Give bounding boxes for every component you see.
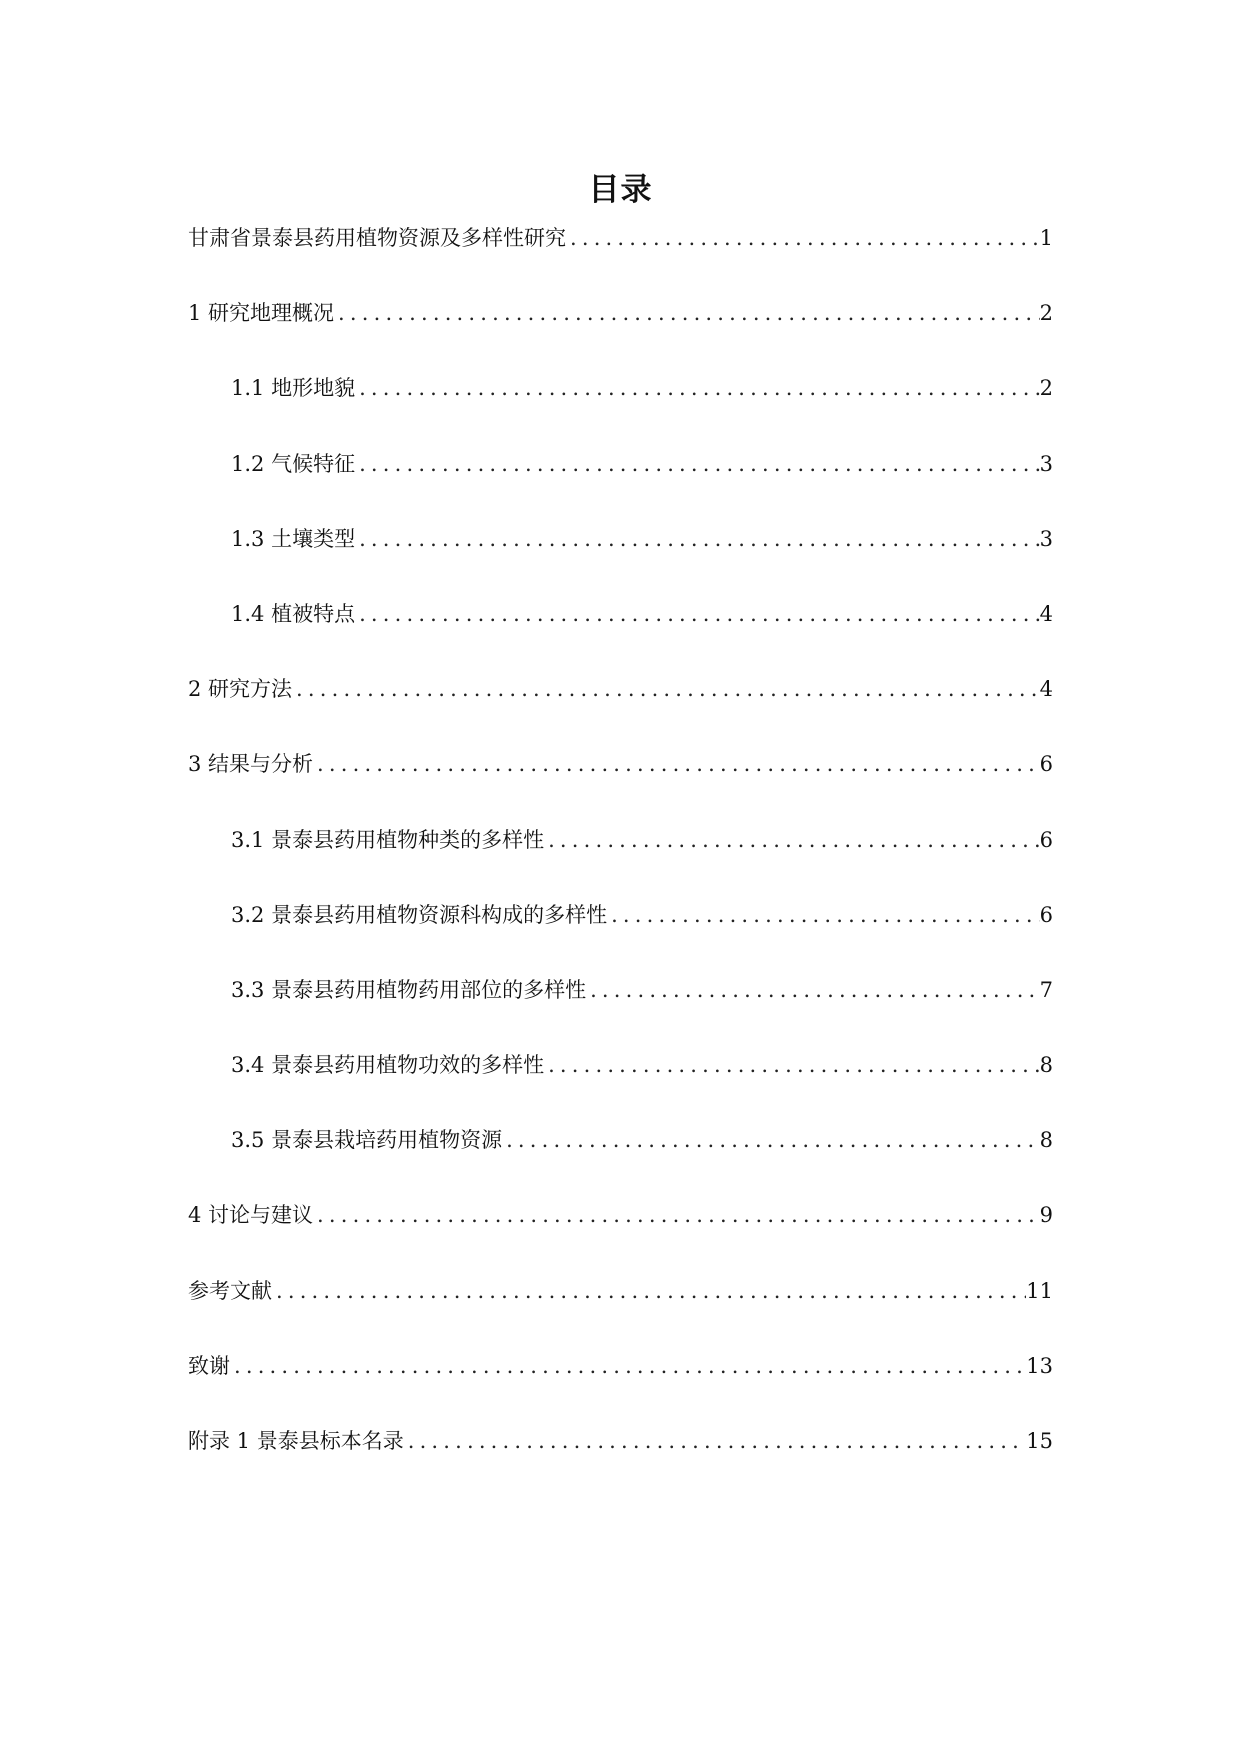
- table-of-contents: [188, 228, 1053, 1506]
- toc-dot-leader: [313, 1205, 1040, 1226]
- toc-entry[interactable]: [188, 303, 1053, 378]
- toc-dot-leader: [272, 1281, 1026, 1302]
- toc-entry-page: 4: [1039, 601, 1053, 626]
- toc-dot-leader: [544, 1055, 1040, 1076]
- toc-entry-page: 6: [1039, 827, 1053, 852]
- toc-dot-leader: [544, 830, 1040, 851]
- toc-entry-page: 7: [1039, 977, 1053, 1002]
- toc-entry-label: 3.1 景泰县药用植物种类的多样性: [231, 827, 545, 852]
- toc-dot-leader: [355, 454, 1040, 475]
- toc-entry-label: 1.3 土壤类型: [231, 526, 356, 551]
- toc-entry-page: 8: [1039, 1128, 1053, 1153]
- toc-entry-page: 1: [1039, 226, 1053, 250]
- toc-entry[interactable]: [188, 1205, 1053, 1280]
- toc-subentry[interactable]: [188, 827, 1053, 905]
- toc-subentry[interactable]: [188, 601, 1053, 679]
- toc-dot-leader: [313, 754, 1040, 775]
- toc-entry[interactable]: [188, 1431, 1053, 1506]
- toc-dot-leader: [566, 228, 1040, 249]
- toc-entry-label: 甘肃省景泰县药用植物资源及多样性研究: [188, 226, 566, 250]
- toc-dot-leader: [607, 905, 1040, 926]
- toc-entry-page: 6: [1039, 902, 1053, 927]
- toc-subentry[interactable]: [188, 1055, 1053, 1130]
- toc-entry-label: 2 研究方法: [188, 677, 293, 702]
- toc-entry-page: 8: [1039, 1053, 1053, 1078]
- toc-subentry[interactable]: [188, 1130, 1053, 1205]
- toc-subentry[interactable]: [188, 378, 1053, 453]
- toc-entry[interactable]: [188, 679, 1053, 754]
- toc-entry-label: 3.3 景泰县药用植物药用部位的多样性: [231, 977, 587, 1002]
- toc-entry-label: 附录 1 景泰县标本名录: [188, 1429, 404, 1453]
- toc-entry-page: 11: [1026, 1278, 1053, 1303]
- toc-dot-leader: [586, 980, 1040, 1001]
- toc-entry[interactable]: [188, 754, 1053, 829]
- toc-entry-page: 2: [1039, 301, 1053, 326]
- toc-dot-leader: [404, 1431, 1027, 1452]
- toc-entry[interactable]: [188, 1278, 1053, 1356]
- toc-entry-page: 6: [1039, 752, 1053, 777]
- toc-entry-page: 15: [1026, 1429, 1053, 1453]
- toc-entry-label: 致谢: [188, 1353, 230, 1378]
- toc-entry-label: 1.1 地形地貌: [231, 376, 356, 401]
- toc-dot-leader: [355, 604, 1040, 625]
- toc-entry-page: 3: [1039, 451, 1053, 476]
- toc-entry-label: 4 讨论与建议: [188, 1203, 314, 1228]
- toc-entry-page: 3: [1039, 526, 1053, 551]
- toc-entry-label: 参考文献: [188, 1278, 272, 1303]
- toc-entry-label: 1.2 气候特征: [231, 451, 356, 476]
- toc-dot-leader: [355, 529, 1040, 550]
- toc-entry-page: 2: [1039, 376, 1053, 401]
- toc-dot-leader: [355, 378, 1040, 399]
- toc-entry-label: 3.4 景泰县药用植物功效的多样性: [231, 1053, 545, 1078]
- toc-dot-leader: [334, 303, 1040, 324]
- toc-entry-page: 13: [1026, 1353, 1053, 1378]
- toc-dot-leader: [502, 1130, 1040, 1151]
- toc-entry-page: 9: [1039, 1203, 1053, 1228]
- toc-entry-page: 4: [1039, 677, 1053, 702]
- toc-entry-label: 3.2 景泰县药用植物资源科构成的多样性: [231, 902, 608, 927]
- toc-subentry[interactable]: [188, 451, 1053, 529]
- toc-entry-label: 3.5 景泰县栽培药用植物资源: [231, 1128, 503, 1153]
- toc-entry[interactable]: [188, 228, 1053, 303]
- toc-entry-label: 3 结果与分析: [188, 752, 314, 777]
- toc-entry-label: 1 研究地理概况: [188, 301, 335, 326]
- toc-dot-leader: [292, 679, 1040, 700]
- page-title: 目录: [588, 172, 653, 208]
- toc-subentry[interactable]: [188, 526, 1053, 604]
- toc-entry[interactable]: [188, 1353, 1053, 1431]
- toc-subentry[interactable]: [188, 977, 1053, 1055]
- toc-subentry[interactable]: [188, 902, 1053, 980]
- toc-entry-label: 1.4 植被特点: [231, 601, 356, 626]
- toc-dot-leader: [230, 1356, 1026, 1377]
